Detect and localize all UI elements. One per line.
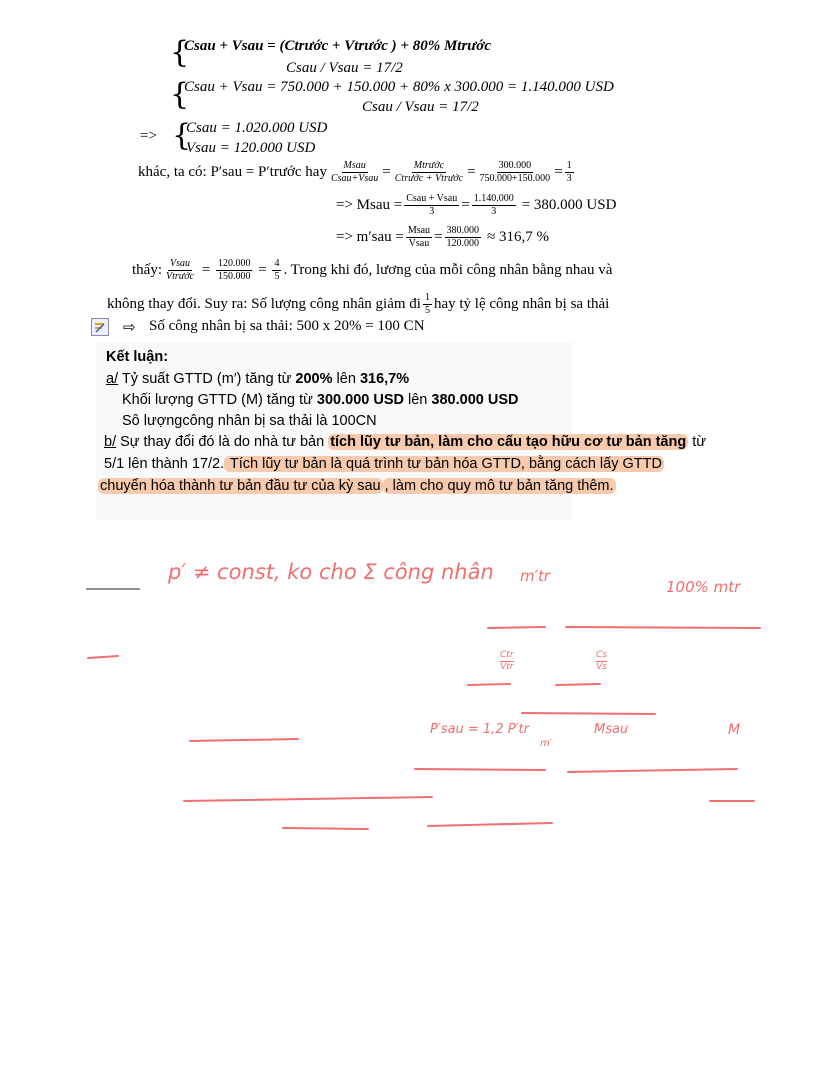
den: 750.000+150.000 [479,173,551,184]
b1-post: từ [688,434,706,450]
fraction-vsau-vtruoc [164,258,196,283]
a2-bold-1: 300.000 USD [316,392,404,408]
num: 1.140.000 [473,193,514,204]
handwritten-M: M [728,722,741,738]
system-1-line-2: Csau / Vsau = 17/2 [286,60,403,76]
system-2-line-1: Csau + Vsau = 750.000 + 150.000 + 80% x 300.000 = 1.140.000 USD [184,79,614,95]
brace-1: { [170,35,190,70]
conclusion-title: Kết luận: [106,349,169,365]
num: Msau [343,160,366,171]
den: 5 [274,271,280,282]
ink-line [468,684,510,685]
conclusion-a-line-3: Sô lượngcông nhân bị sa thải là 100CN [122,413,377,429]
fired-workers-line: Số công nhân bị sa thải: 500 x 20% = 100 CN [149,318,425,334]
den: Ctrước + Vtrước [394,173,464,184]
handwritten-note-main: p′ ≠ const, ko cho Σ công nhân [168,560,494,584]
conclusion-b-line-3 [98,478,616,494]
fraction-300000 [478,160,553,185]
conclusion-b-line-1 [104,434,706,450]
den: Csau+Vsau [330,173,379,184]
b2-pre: 5/1 lên thành 17/2. [104,456,225,472]
conclusion-b-line-2 [104,456,664,472]
fraction-msau [329,160,380,185]
ink-line [556,684,600,685]
num: Csau + Vsau [406,193,458,204]
den: 3 [491,206,497,217]
ink-line [88,656,118,658]
a1-pre: Tỷ suất GTTD (m′) tăng từ [118,371,296,387]
note-icon[interactable] [91,318,109,336]
ink-line [428,823,552,826]
handwritten-cs-vs [596,650,607,673]
handwritten-100pct: 100% mtr [666,578,741,596]
brace-2: { [170,77,190,112]
handwritten-m-prime: m′ [540,738,553,749]
ink-line [568,769,737,772]
m-prime-rhs: ≈ 316,7 % [487,229,550,245]
den: 3 [429,206,435,217]
a1-bold-1: 200% [295,371,333,387]
fraction-mtruoc [393,160,465,185]
c-sau-value: Csau = 1.020.000 USD [186,120,328,136]
thay-suffix: . Trong khi đó, lương của mỗi công nhân bằng nhau và [283,262,613,278]
den: 120.000 [446,238,480,249]
num: 1 [566,160,572,171]
arrow-symbol: ⇨ [123,320,136,336]
conclusion-a-line-2 [122,392,518,408]
num: 300.000 [498,160,532,171]
brace-3: { [172,118,192,153]
msau-line: => Msau = $\frac{\text{Csau + Vsau}}{3}$ = $\frac{1.140.000}{3}$ = 380.000 USD [336,193,617,217]
num: Ctr [500,650,514,660]
b1-pre: Sự thay đổi đó là do nhà tư bản [116,434,329,450]
fraction-1-5 [423,292,432,317]
den: Vtr [500,662,514,672]
worker-reduction-line [107,292,609,317]
num: 1 [424,292,430,303]
a1-bold-2: 316,7% [359,371,410,387]
num: Vsau [170,258,190,269]
fraction-one-third [565,160,574,185]
msau-rhs: = 380.000 USD [521,197,617,213]
fraction-1140000-3 [472,193,516,218]
p-prime-prefix: khác, ta có: P′sau = P′trước hay [138,164,327,180]
handwritten-mtr: m′tr [520,567,551,585]
conclusion-a-line-1 [106,371,409,387]
fraction-120000-150000 [216,258,253,283]
handwritten-ctr-vtr [500,650,514,673]
handwritten-msau: Msau [594,722,629,737]
den: Vtrước [166,271,195,282]
v-sau-value: Vsau = 120.000 USD [186,140,316,156]
worker-reduction-text: không thay đổi. Suy ra: Số lượng công nhân giảm đi [107,296,421,312]
a1-mid: lên [332,371,360,387]
p-prime-equality-line: khác, ta có: P′sau = P′trước hay $\frac{\text{Msau}}{\text{Csau+Vsau}}$ = $\frac{\text{Mtrước}}{\text{Ctrước + Vtrước}}$ = $\frac{300.000}{750.000+150.000}$ = $\frac{1}{3}$ [138,160,572,184]
thay-prefix: thấy: [132,262,162,278]
b2-highlight: Tích lũy tư bản là quá trình tư bản hóa GTTD, bằng cách lấy GTTD [226,456,662,472]
b3-highlight-1: chuyển hóa thành tư bản đầu tư của kỳ sau [100,478,381,494]
pencil-icon [92,319,108,335]
a2-pre: Khối lượng GTTD (M) tăng từ [122,392,317,408]
fraction-380000-120000 [445,225,482,250]
handwritten-psau: P′sau = 1,2 P′tr [430,722,529,737]
num: 4 [274,258,280,269]
msau-lhs: => Msau = [336,197,403,213]
den: 3 [566,173,572,184]
ink-line [488,627,545,628]
fraction-msau-vsau [406,225,432,250]
num: 120.000 [217,258,251,269]
implies-arrow: => [140,128,157,144]
b3-highlight-2: , làm cho quy mô tư bản tăng thêm. [384,478,614,494]
a2-bold-2: 380.000 USD [431,392,519,408]
worker-reduction-suffix: hay tỷ lệ công nhân bị sa thải [433,296,610,312]
fraction-csau-vsau-3 [404,193,459,218]
m-prime-line: => m′sau = $\frac{\text{Msau}}{\text{Vsau}}$ = $\frac{380.000}{120.000}$ ≈ 316,7 % [336,225,550,249]
ink-line [283,828,368,829]
den: 150.000 [217,271,251,282]
m-prime-lhs: => m′sau = [336,229,404,245]
fraction-4-5 [272,258,281,283]
den: Vs [596,662,607,672]
ink-line [190,739,298,741]
den: Vsau [408,238,430,249]
v-ratio-line: thấy: $\frac{\text{Vsau}}{\text{Vtrước}}$ = $\frac{120.000}{150.000}$ = $\frac{4}{5}$ . Trong khi đó, lương của mỗi công nhân bằng nhau và [132,258,613,282]
den: 5 [424,305,430,316]
label-a: a/ [106,371,119,387]
ink-line [184,797,432,801]
num: Msau [407,225,431,236]
num: Cs [596,650,607,660]
ink-line [415,769,545,770]
system-2-line-2: Csau / Vsau = 17/2 [362,99,479,115]
label-b: b/ [104,434,117,450]
ink-line [522,713,655,714]
system-1-line-1: Csau + Vsau = (Ctrước + Vtrước ) + 80% Mtrước [184,38,491,54]
ink-line [566,627,760,628]
num: 380.000 [446,225,480,236]
b1-highlight-bold: tích lũy tư bản, làm cho cấu tạo hữu cơ tư bản tăng [330,434,687,450]
a2-mid: lên [403,392,432,408]
num: Mtrước [413,160,445,171]
